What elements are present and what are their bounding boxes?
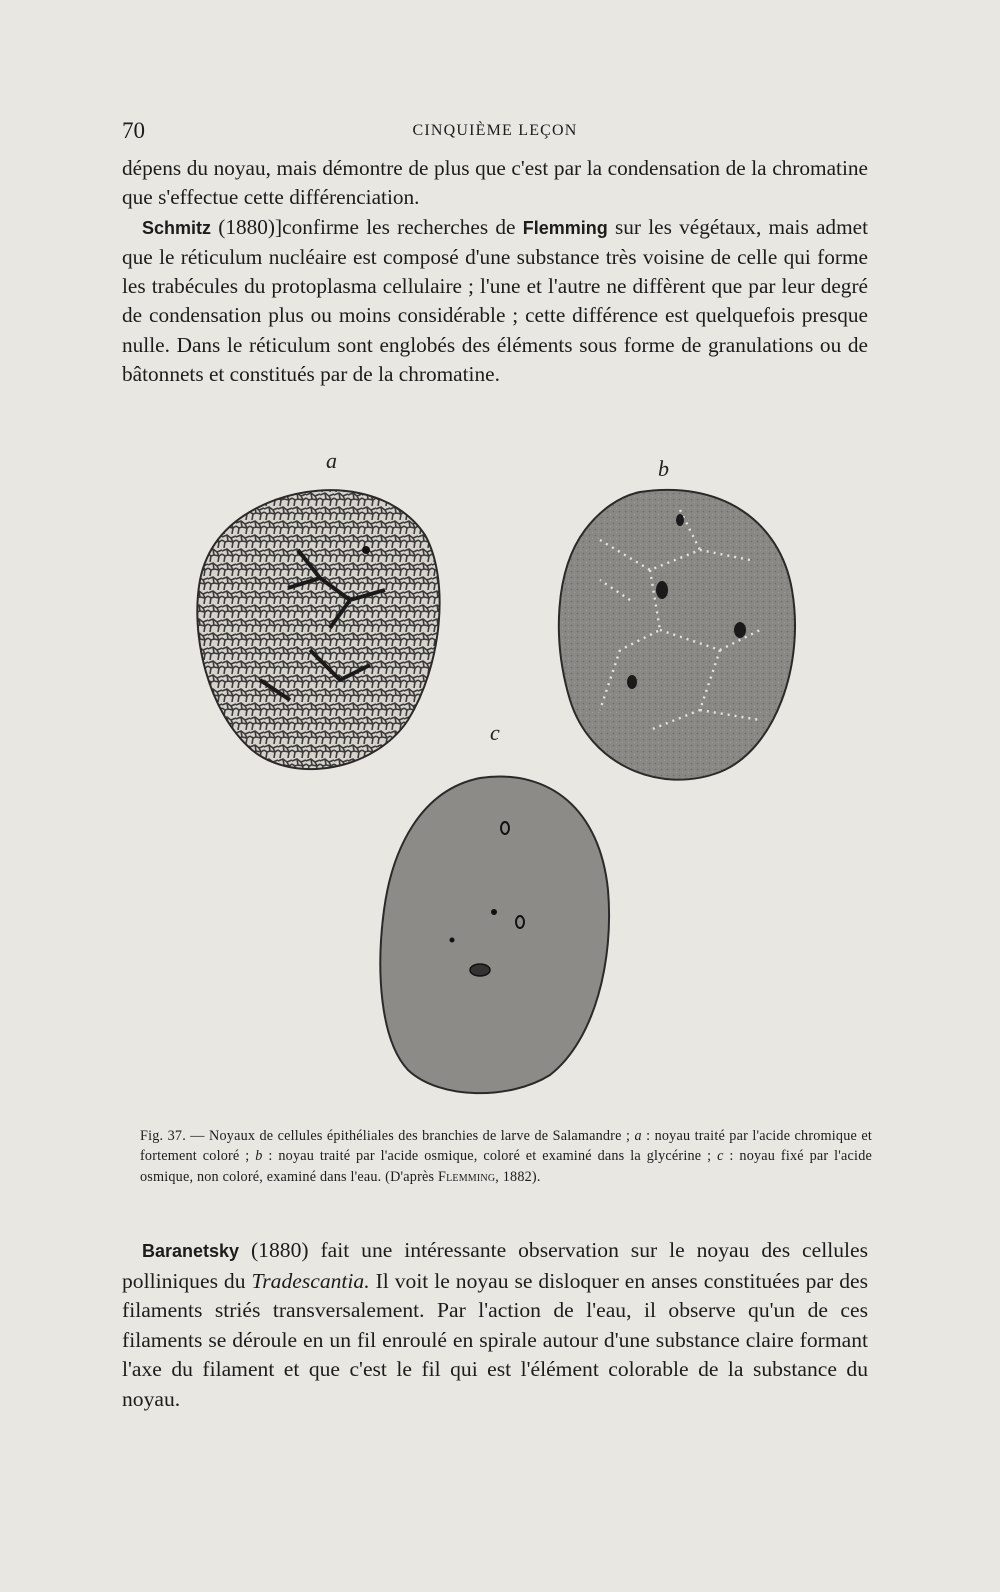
nucleus-a: [197, 490, 439, 769]
caption-source: Flemming: [437, 1168, 496, 1185]
paragraph-schmitz: [122, 213, 868, 390]
paragraph-text-cont: Il voit le noyau se disloquer en anses constituées par des filaments striés transversalement. Par l'action de l'eau, il observe qu'un de ces filaments se déroule en un fil enroulé en spirale autour d'une substance claire formant l'axe du filament et que c'est le fil qui est l'élément colorable de la substance du noyau.: [122, 1268, 868, 1411]
paragraph-text: (1880)]confirme les recherches de: [218, 214, 523, 239]
figure-caption: [140, 1126, 872, 1187]
nucleolus: [450, 938, 455, 943]
nucleolus: [734, 622, 746, 638]
caption-lead: Fig. 37. — Noyaux de cellules épithéliales des branchies de larve de Salamandre ;: [140, 1128, 635, 1144]
page-number: 70: [122, 118, 145, 143]
caption-key-c: c: [717, 1148, 724, 1165]
nucleolus: [491, 909, 497, 915]
nuclei-illustration: [180, 450, 820, 1120]
nucleus-c: [380, 777, 609, 1094]
nucleus-b: [559, 490, 795, 780]
figure-label-b: b: [658, 456, 669, 481]
figure-nuclei: [180, 450, 820, 1120]
paragraph-text: (1880) fait une intéressante observation sur le noyau des cellules polliniques du: [122, 1238, 868, 1293]
nucleolus: [362, 546, 370, 554]
paragraph-text-cont: sur les végétaux, mais admet que le réticulum nucléaire est composé d'une substance très voisine de celle qui forme les trabécules du protoplasma cellulaire ; l'une et l'autre ne diffèrent que par leur degré de condensation plus ou moins considérable ; cette différence est quelquefois presque nulle. Dans le réticulum sont englobés des éléments sous forme de granulations ou de bâtonnets et constitués par de la chromatine.: [122, 214, 869, 387]
body-text-bottom: [122, 1236, 868, 1415]
author-name: Schmitz: [142, 217, 212, 238]
nucleolus: [470, 964, 490, 976]
author-name-flemming: Flemming: [522, 217, 608, 238]
nucleolus: [627, 675, 637, 689]
figure-label-a: a: [326, 450, 337, 473]
paragraph-continuation: dépens du noyau, mais démontre de plus que c'est par la condensation de la chromatine que s'effectue cette différenciation.: [122, 156, 868, 210]
species-name: Tradescantia.: [251, 1268, 370, 1293]
caption-key-b: b: [255, 1148, 263, 1165]
running-head: CINQUIÈME LEÇON: [412, 122, 578, 139]
nucleolus: [656, 581, 668, 599]
body-text-top: [122, 154, 868, 389]
nucleolus: [676, 514, 684, 526]
figure-label-c: c: [490, 720, 500, 745]
caption-text-b: : noyau traité par l'acide osmique, coloré et examiné dans la glycérine ;: [262, 1148, 718, 1165]
paragraph-baranetsky: [122, 1236, 868, 1415]
page-header: [122, 118, 868, 148]
caption-text-a: : noyau traité par l'acide chromique et fortement coloré ;: [140, 1128, 872, 1165]
author-name: Baranetsky: [142, 1241, 240, 1261]
caption-key-a: a: [634, 1128, 642, 1144]
caption-tail: , 1882).: [495, 1168, 541, 1185]
caption-text-c: : noyau fixé par l'acide osmique, non coloré, examiné dans l'eau. (D'après: [140, 1148, 872, 1185]
